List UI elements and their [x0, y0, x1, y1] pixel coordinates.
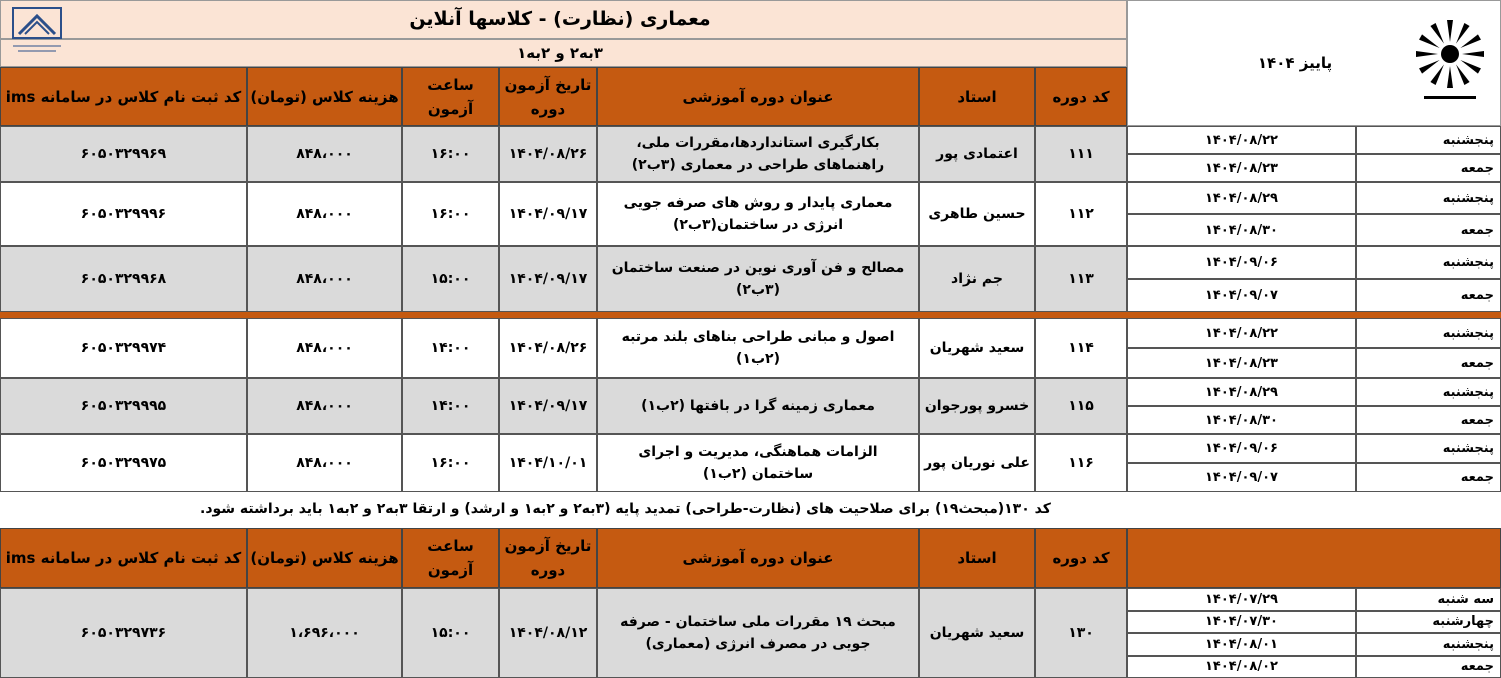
note-text: کد ۱۳۰(مبحث۱۹) برای صلاحیت های (نظارت-طراحی) تمدید پایه (۳به۲ و ۲به۱ و ارشد) و ارتقا ۳به۲ و ۲به۱ باید برداشته شود.: [200, 500, 1051, 517]
session-day: جمعه: [1356, 656, 1501, 678]
session-date: ۱۴۰۴/۰۸/۲۹: [1127, 378, 1356, 406]
course-exam-time: ۱۴:۰۰: [402, 378, 499, 434]
column-header-code: کد دوره: [1035, 528, 1127, 588]
page-title: معماری (نظارت) - کلاسها آنلاین: [409, 7, 711, 30]
course-ims: ۶۰۵۰۳۲۹۹۶۹: [0, 126, 247, 182]
session-date: ۱۴۰۴/۰۹/۰۷: [1127, 463, 1356, 492]
course-title: معماری زمینه گرا در بافتها (۲ب۱): [597, 378, 919, 434]
session-date: ۱۴۰۴/۰۸/۲۲: [1127, 126, 1356, 154]
course-code: ۱۱۶: [1035, 434, 1127, 492]
course-ims: ۶۰۵۰۳۲۹۹۹۵: [0, 378, 247, 434]
course-teacher: حسین طاهری: [919, 182, 1035, 246]
session-day: چهارشنبه: [1356, 611, 1501, 634]
course-exam-time: ۱۶:۰۰: [402, 126, 499, 182]
session-day: پنجشنبه: [1356, 434, 1501, 463]
course130-title: مبحث ۱۹ مقررات ملی ساختمان - صرفه جویی در مصرف انرژی (معماری): [597, 588, 919, 678]
course130-ims: ۶۰۵۰۳۲۹۷۳۶: [0, 588, 247, 678]
session-day: جمعه: [1356, 463, 1501, 492]
organization-logo: [10, 6, 65, 58]
university-logo: [1410, 16, 1490, 108]
course-title: معماری پایدار و روش های صرفه جویی انرژی در ساختمان(۳ب۲): [597, 182, 919, 246]
course130-teacher: سعید شهریان: [919, 588, 1035, 678]
session-date: ۱۴۰۴/۰۹/۰۶: [1127, 434, 1356, 463]
course-teacher: جم نژاد: [919, 246, 1035, 312]
course-code: ۱۱۲: [1035, 182, 1127, 246]
column-header-exam-date: تاریخ آزمون دوره: [499, 528, 597, 588]
course-exam-date: ۱۴۰۴/۰۸/۲۶: [499, 318, 597, 378]
course-fee: ۸۴۸،۰۰۰: [247, 318, 402, 378]
session-day: پنجشنبه: [1356, 246, 1501, 279]
session-date: ۱۴۰۴/۰۸/۲۹: [1127, 182, 1356, 214]
session-date: ۱۴۰۴/۰۷/۲۹: [1127, 588, 1356, 611]
course-title: مصالح و فن آوری نوین در صنعت ساختمان (۳ب۲): [597, 246, 919, 312]
session-day: جمعه: [1356, 406, 1501, 434]
semester-label: پاییز ۱۴۰۴: [1257, 54, 1333, 72]
course-ims: ۶۰۵۰۳۲۹۹۹۶: [0, 182, 247, 246]
course-exam-time: ۱۵:۰۰: [402, 246, 499, 312]
session-day: پنجشنبه: [1356, 126, 1501, 154]
column-header-fee: هزینه کلاس (تومان): [247, 528, 402, 588]
course-exam-date: ۱۴۰۴/۱۰/۰۱: [499, 434, 597, 492]
session-date: ۱۴۰۴/۰۹/۰۷: [1127, 279, 1356, 312]
column-header-ims: کد ثبت نام کلاس در سامانه ims: [0, 528, 247, 588]
course-title: الزامات هماهنگی، مدیریت و اجرای ساختمان (۲ب۱): [597, 434, 919, 492]
header2-right-block: [1127, 528, 1501, 588]
column-header-teacher: استاد: [919, 67, 1035, 126]
course-code: ۱۱۴: [1035, 318, 1127, 378]
column-header-ims: کد ثبت نام کلاس در سامانه ims: [0, 67, 247, 126]
session-date: ۱۴۰۴/۰۸/۲۳: [1127, 154, 1356, 182]
course-fee: ۸۴۸،۰۰۰: [247, 182, 402, 246]
course-code: ۱۱۵: [1035, 378, 1127, 434]
course-title: بکارگیری استانداردها،مقررات ملی، راهنماهای طراحی در معماری (۳ب۲): [597, 126, 919, 182]
course-code: ۱۱۱: [1035, 126, 1127, 182]
course-ims: ۶۰۵۰۳۲۹۹۷۵: [0, 434, 247, 492]
course-code: ۱۱۳: [1035, 246, 1127, 312]
course-teacher: خسرو پورجوان: [919, 378, 1035, 434]
session-day: جمعه: [1356, 348, 1501, 378]
section-divider: [0, 312, 1501, 318]
column-header-exam-date: تاریخ آزمون دوره: [499, 67, 597, 126]
course130-code: ۱۳۰: [1035, 588, 1127, 678]
session-day: پنجشنبه: [1356, 378, 1501, 406]
course-ims: ۶۰۵۰۳۲۹۹۷۴: [0, 318, 247, 378]
course-fee: ۸۴۸،۰۰۰: [247, 246, 402, 312]
session-day: پنجشنبه: [1356, 318, 1501, 348]
course-exam-date: ۱۴۰۴/۰۸/۲۶: [499, 126, 597, 182]
course-exam-date: ۱۴۰۴/۰۹/۱۷: [499, 378, 597, 434]
course-ims: ۶۰۵۰۳۲۹۹۶۸: [0, 246, 247, 312]
session-date: ۱۴۰۴/۰۸/۳۰: [1127, 214, 1356, 246]
session-date: ۱۴۰۴/۰۸/۰۲: [1127, 656, 1356, 678]
course-fee: ۸۴۸،۰۰۰: [247, 378, 402, 434]
course-exam-time: ۱۴:۰۰: [402, 318, 499, 378]
course-exam-time: ۱۶:۰۰: [402, 182, 499, 246]
course130-exam-time: ۱۵:۰۰: [402, 588, 499, 678]
course-teacher: اعتمادی پور: [919, 126, 1035, 182]
session-date: ۱۴۰۴/۰۹/۰۶: [1127, 246, 1356, 279]
course-fee: ۸۴۸،۰۰۰: [247, 126, 402, 182]
course-exam-date: ۱۴۰۴/۰۹/۱۷: [499, 246, 597, 312]
course-teacher: علی نوریان پور: [919, 434, 1035, 492]
column-header-exam-time: ساعت آزمون: [402, 528, 499, 588]
session-date: ۱۴۰۴/۰۸/۰۱: [1127, 633, 1356, 656]
column-header-code: کد دوره: [1035, 67, 1127, 126]
session-day: پنجشنبه: [1356, 633, 1501, 656]
session-date: ۱۴۰۴/۰۷/۳۰: [1127, 611, 1356, 634]
column-header-title: عنوان دوره آموزشی: [597, 528, 919, 588]
column-header-title: عنوان دوره آموزشی: [597, 67, 919, 126]
column-header-fee: هزینه کلاس (تومان): [247, 67, 402, 126]
page-subtitle: ۳به۲ و ۲به۱: [517, 44, 603, 62]
course-exam-date: ۱۴۰۴/۰۹/۱۷: [499, 182, 597, 246]
session-day: پنجشنبه: [1356, 182, 1501, 214]
course-title: اصول و مبانی طراحی بناهای بلند مرتبه (۲ب۱): [597, 318, 919, 378]
session-day: جمعه: [1356, 279, 1501, 312]
session-date: ۱۴۰۴/۰۸/۲۳: [1127, 348, 1356, 378]
column-header-teacher: استاد: [919, 528, 1035, 588]
session-date: ۱۴۰۴/۰۸/۳۰: [1127, 406, 1356, 434]
session-day: جمعه: [1356, 154, 1501, 182]
course130-exam-date: ۱۴۰۴/۰۸/۱۲: [499, 588, 597, 678]
course130-fee: ۱،۶۹۶،۰۰۰: [247, 588, 402, 678]
session-day: جمعه: [1356, 214, 1501, 246]
course-exam-time: ۱۶:۰۰: [402, 434, 499, 492]
session-date: ۱۴۰۴/۰۸/۲۲: [1127, 318, 1356, 348]
column-header-exam-time: ساعت آزمون: [402, 67, 499, 126]
course-teacher: سعید شهریان: [919, 318, 1035, 378]
course-fee: ۸۴۸،۰۰۰: [247, 434, 402, 492]
session-day: سه شنبه: [1356, 588, 1501, 611]
